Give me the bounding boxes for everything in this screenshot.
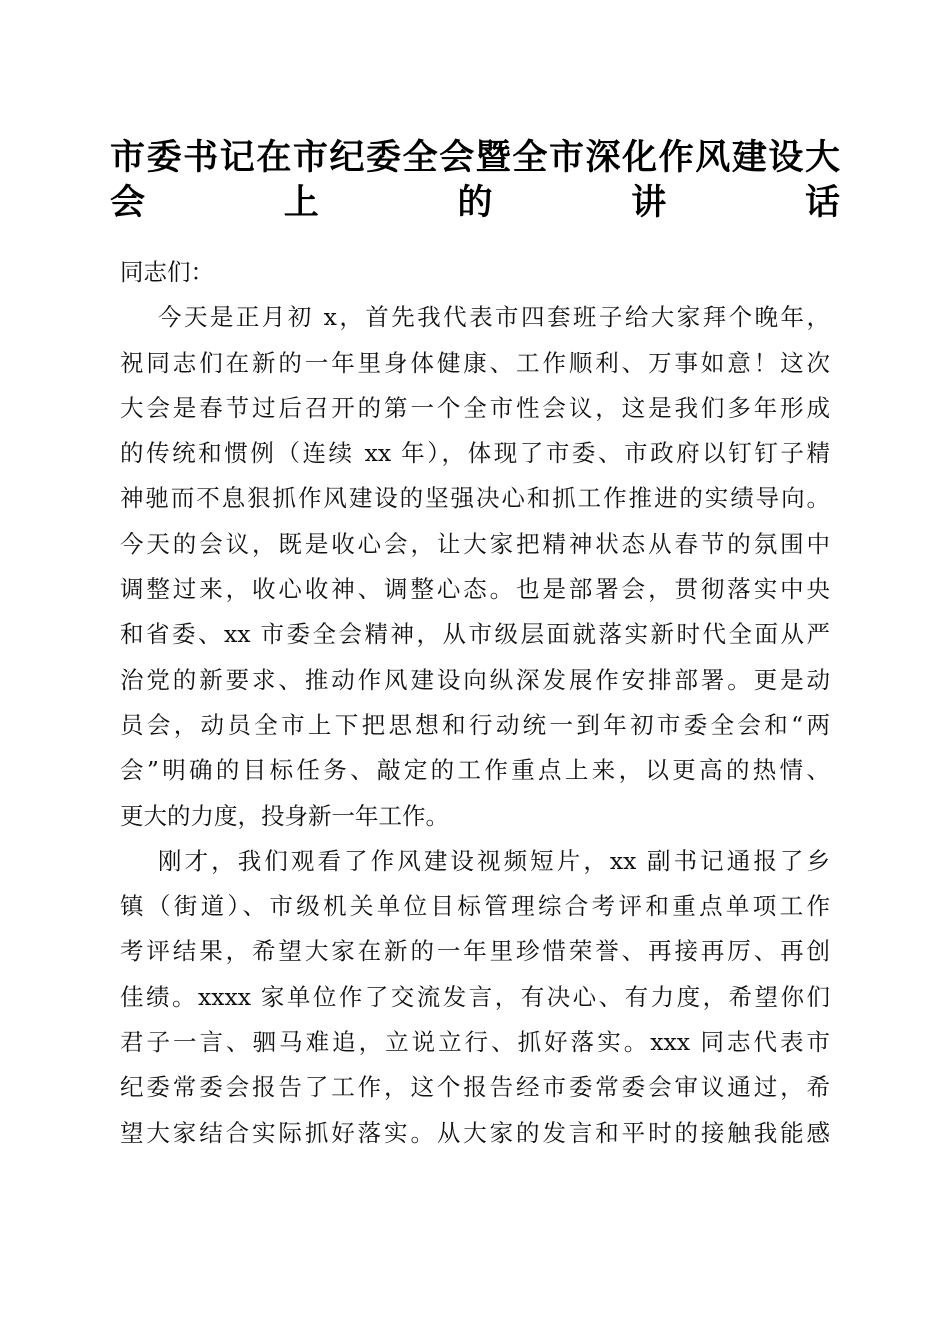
document-body (120, 250, 830, 1156)
paragraph-1 (120, 295, 830, 839)
paragraph-line: 今天是正月初 x，首先我代表市四套班子给大家拜个晚年， (158, 303, 830, 332)
paragraph-line: 纪委常委会报告了工作，这个报告经市委常委会审议通过，希 (120, 1073, 830, 1102)
paragraph-line: 的传统和惯例（连续 xx 年），体现了市委、市政府以钉钉子精 (120, 439, 830, 468)
title-line-2: 会上的讲话 (110, 182, 840, 224)
paragraph-line: 望大家结合实际抓好落实。从大家的发言和平时的接触我能感 (120, 1118, 830, 1147)
paragraph-line: 和省委、xx 市委全会精神，从市级层面就落实新时代全面从严 (120, 620, 830, 649)
paragraph-2 (120, 839, 830, 1156)
paragraph-line: 治党的新要求、推动作风建设向纵深发展作安排部署。更是动 (120, 665, 830, 694)
paragraph-line: 考评结果，希望大家在新的一年里珍惜荣誉、再接再厉、再创 (120, 937, 830, 966)
document-title (110, 134, 840, 225)
paragraph-line: 佳绩。xxxx 家单位作了交流发言，有决心、有力度，希望你们 (120, 982, 830, 1011)
paragraph-line: 神驰而不息狠抓作风建设的坚强决心和抓工作推进的实绩导向。 (120, 484, 830, 513)
title-line-1: 市委书记在市纪委全会暨全市深化作风建设大 (110, 137, 840, 178)
paragraph-line: 员会，动员全市上下把思想和行动统一到年初市委全会和“两 (120, 710, 830, 739)
paragraph-line: 祝同志们在新的一年里身体健康、工作顺利、万事如意！这次 (120, 348, 830, 377)
paragraph-line: 今天的会议，既是收心会，让大家把精神状态从春节的氛围中 (120, 529, 830, 558)
paragraph-line: 刚才，我们观看了作风建设视频短片，xx 副书记通报了乡 (158, 846, 830, 875)
salutation: 同志们： (120, 258, 214, 286)
paragraph-line: 调整过来，收心收神、调整心态。也是部署会，贯彻落实中央 (120, 575, 830, 604)
paragraph-line: 君子一言、驷马难追，立说立行、抓好落实。xxx 同志代表市 (120, 1028, 830, 1057)
paragraph-line: 更大的力度，投身新一年工作。 (120, 801, 449, 830)
paragraph-line: 大会是春节过后召开的第一个全市性会议，这是我们多年形成 (120, 393, 830, 422)
paragraph-line: 镇（街道）、市级机关单位目标管理综合考评和重点单项工作 (120, 892, 830, 921)
paragraph-line: 会”明确的目标任务、敲定的工作重点上来，以更高的热情、 (120, 756, 830, 785)
